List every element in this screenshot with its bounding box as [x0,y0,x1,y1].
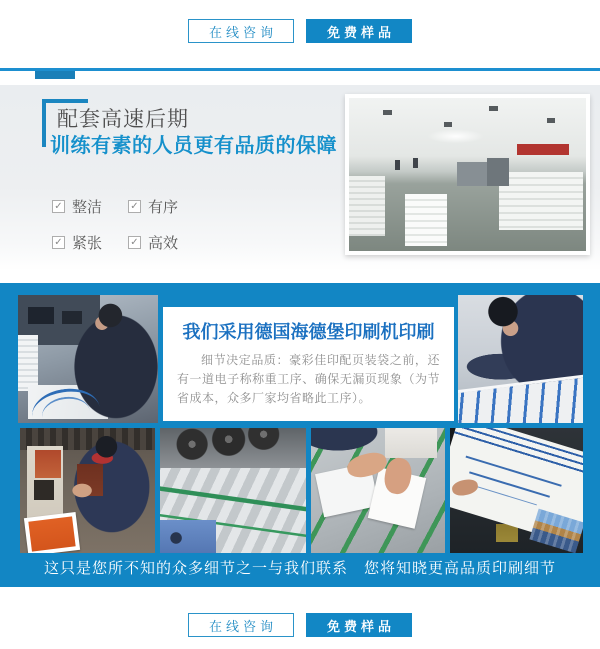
check-mark: ✓ [54,236,63,248]
online-consult-button[interactable]: 在线咨询 [188,19,294,43]
check-mark: ✓ [130,236,139,248]
technician-checking-sheet-photo [458,295,583,423]
checklist-label: 整洁 [72,199,103,216]
press-operator-inspecting-photo [18,295,158,423]
free-sample-button[interactable]: 免费样品 [306,613,412,637]
feature-section [0,85,600,271]
checklist-item-orderly [128,196,204,217]
factory-workshop-photo [349,98,586,251]
check-mark: ✓ [54,200,63,212]
pulling-printed-sheet-photo [450,428,583,553]
divider-tab [35,71,75,79]
hands-collating-pages-photo [311,428,445,553]
top-action-bar [0,19,600,43]
section-subtitle: 训练有素的人员更有品质的保障 [50,135,337,157]
checklist-label: 高效 [148,235,179,252]
checkbox-icon [128,236,141,249]
free-sample-button[interactable]: 免费样品 [306,19,412,43]
card-title: 我们采用德国海德堡印刷机印刷 [182,322,435,342]
checklist-item-neat [52,196,128,217]
detail-section [0,283,600,587]
divider-line [0,68,600,71]
checkbox-icon [128,200,141,213]
conveyor-roller-machine-photo [160,428,306,553]
worker-binding-books-photo [20,428,155,553]
checklist-label: 有序 [148,199,179,216]
check-mark: ✓ [130,200,139,212]
checkbox-icon [52,200,65,213]
orange-book-cover [24,512,80,553]
checklist-label: 紧张 [72,235,103,252]
checklist-item-intense [52,232,128,253]
checklist-item-efficient [128,232,204,253]
checkbox-icon [52,236,65,249]
card-body: 细节决定品质：豪彩佳印配页装袋之前，还有一道电子称称重工序、确保无漏页现象（为节省成本，众多厂家均省略此工序）。 [177,353,440,405]
factory-photo-frame [345,94,590,255]
feature-checklist [52,196,204,253]
detail-tagline: 这只是您所不知的众多细节之一与我们联系 您将知晓更高品质印刷细节 [43,560,556,577]
section-title: 配套高速后期 [57,108,189,131]
detail-card [163,307,454,421]
bottom-action-bar [0,613,600,637]
online-consult-button[interactable]: 在线咨询 [188,613,294,637]
striped-print-sheet [458,373,583,423]
